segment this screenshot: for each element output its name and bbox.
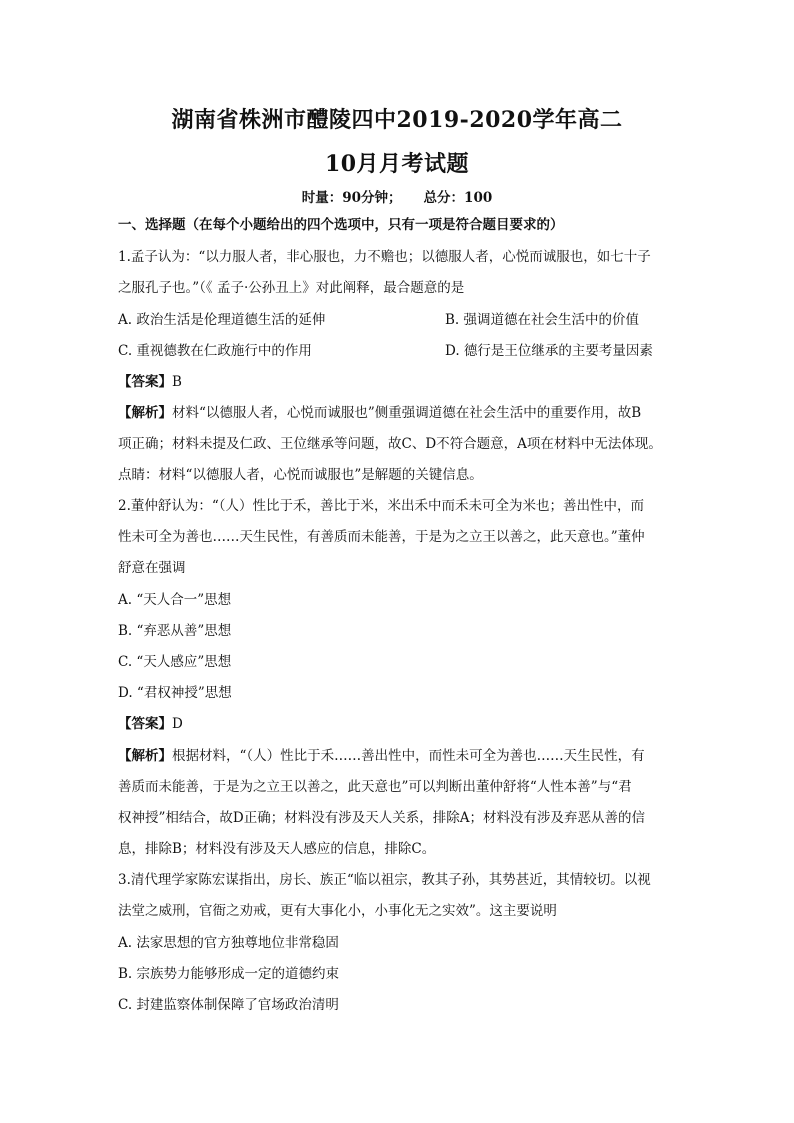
q2-option-c: C. “天人感应”思想 [118, 654, 232, 670]
q1-analysis-text1: 材料“以德服人者，心悦而诚服也”侧重强调道德在社会生活中的重要作用，故B [172, 405, 642, 421]
q2-option-d: D. “君权神授”思想 [118, 685, 232, 701]
q2-answer [118, 714, 688, 734]
q2-analysis-line1 [118, 746, 688, 766]
q2-option-b: B. “弃恶从善”思想 [118, 623, 232, 639]
q2-analysis-line3: 权神授”相结合，故D正确；材料没有涉及天人关系，排除A；材料没有涉及弃恶从善的信 [118, 810, 645, 826]
q1-analysis-tag: 【解析】 [118, 405, 172, 421]
q1-analysis-line1 [118, 403, 688, 423]
q2-stem-line1: 2.董仲舒认为：“（人）性比于禾，善比于米，米出禾中而禾未可全为米也；善出性中，而 [118, 498, 645, 514]
q3-stem-line2: 法堂之威刑，官衙之劝戒，更有大事化小，小事化无之实效”。这主要说明 [118, 903, 557, 919]
q2-answer-tag: 【答案】 [118, 716, 172, 732]
q3-option-b: B. 宗族势力能够形成一定的道德约束 [118, 966, 340, 982]
exam-title-line1: 湖南省株洲市醴陵四中2019-2020学年高二 [171, 107, 623, 133]
q1-option-d: D. 德行是王位继承的主要考量因素 [445, 343, 653, 359]
q3-option-c: C. 封建监察体制保障了官场政治清明 [118, 997, 339, 1013]
exam-time: 时量：90分钟； [301, 190, 402, 206]
q1-analysis-line3: 点睛：材料“以德服人者，心悦而诚服也”是解题的关键信息。 [118, 467, 483, 483]
q1-answer [118, 372, 688, 392]
q2-analysis-line2: 善质而未能善，于是为之立王以善之，此天意也”可以判断出董仲舒将“人性本善”与“君 [118, 779, 632, 795]
exam-title-line2: 10月月考试题 [324, 151, 470, 177]
q1-option-c: C. 重视德教在仁政施行中的作用 [118, 343, 312, 359]
exam-total: 总分：100 [423, 190, 493, 206]
q1-option-b: B. 强调道德在社会生活中的价值 [445, 312, 640, 328]
q3-option-a: A. 法家思想的官方独尊地位非常稳固 [118, 935, 339, 951]
q1-analysis-line2: 项正确；材料未提及仁政、王位继承等问题，故C、D不符合题意，A项在材料中无法体现。 [118, 436, 662, 452]
section-heading: 一、选择题（在每个小题给出的四个选项中，只有一项是符合题目要求的） [118, 217, 564, 233]
q2-analysis-line4: 息，排除B；材料没有涉及天人感应的信息，排除C。 [118, 841, 436, 857]
exam-meta [0, 186, 794, 206]
q3-stem-line1: 3.清代理学家陈宏谋指出，房长、族正“临以祖宗，教其子孙，其势甚近，其情较切。以视 [118, 872, 651, 888]
q1-answer-value: B [172, 374, 182, 390]
q2-answer-value: D [172, 716, 183, 732]
q1-answer-tag: 【答案】 [118, 374, 172, 390]
q2-option-a: A. “天人合一”思想 [118, 592, 232, 608]
q1-stem-line1: 1.孟子认为：“以力服人者，非心服也，力不赡也；以德服人者，心悦而诚服也，如七十子 [118, 249, 651, 265]
q2-stem-line2: 性未可全为善也……天生民性，有善质而未能善，于是为之立王以善之，此天意也。”董仲 [118, 529, 645, 545]
q2-analysis-tag: 【解析】 [118, 748, 172, 764]
q1-option-a: A. 政治生活是伦理道德生活的延伸 [118, 312, 326, 328]
q2-analysis-text1: 根据材料，“（人）性比于禾……善出性中，而性未可全为善也……天生民性，有 [172, 748, 645, 764]
q1-stem-line2: 之服孔子也。”（《 孟子·公孙丑上》对此阐释，最合题意的是 [118, 280, 465, 296]
q2-stem-line3: 舒意在强调 [118, 560, 186, 576]
